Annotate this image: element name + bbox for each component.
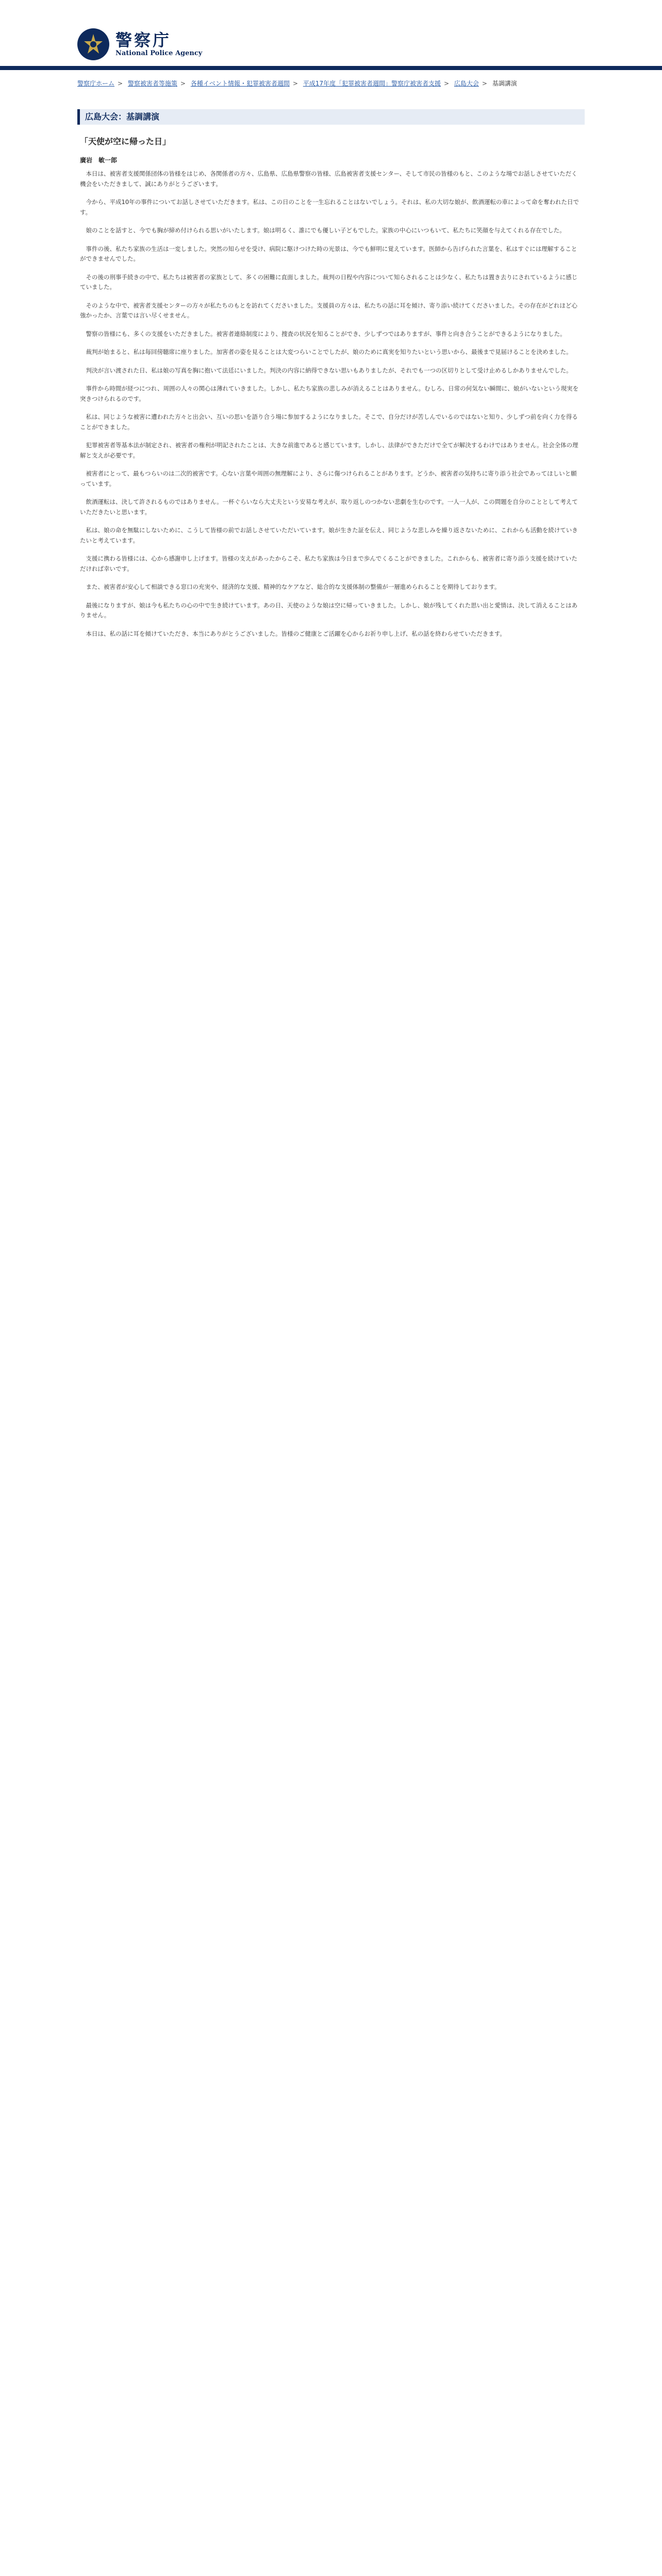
paragraph: 私は、同じような被害に遭われた方々と出会い、互いの思いを語り合う場に参加するようになりました。そこで、自分だけが苦しんでいるのではないと知り、少しずつ前を向く力を得ることができました。 [80, 413, 578, 431]
header-divider [0, 66, 662, 70]
logo-subtitle: National Police Agency [115, 49, 203, 57]
speaker-name: 廣岩 敏一郎 [80, 157, 118, 164]
paragraph: 事件から時間が経つにつれ、周囲の人々の関心は薄れていきました。しかし、私たち家族の悲しみが消えることはありません。むしろ、日常の何気ない瞬間に、娘がいないという現実を突きつけられるのです。 [80, 385, 579, 402]
breadcrumb-home[interactable]: 警察庁ホーム [77, 80, 115, 87]
paragraph: 裁判が始まると、私は毎回傍聴席に座りました。加害者の姿を見ることは大変つらいことでしたが、娘のために真実を知りたいという思いから、最後まで見届けることを決めました。 [86, 348, 572, 355]
breadcrumb-victim-policy[interactable]: 警察被害者等施策 [127, 80, 177, 87]
speech-body [80, 169, 583, 647]
paragraph: 本日は、私の話に耳を傾けていただき、本当にありがとうございました。皆様のご健康とご活躍を心からお祈り申し上げ、私の話を終わらせていただきます。 [86, 630, 506, 637]
paragraph: そのような中で、被害者支援センターの方々が私たちのもとを訪れてくださいました。支援員の方々は、私たちの話に耳を傾け、寄り添い続けてくださいました。その存在がどれほど心強かったか、言葉では言い尽くせません。 [80, 301, 577, 319]
paragraph: 本日は、被害者支援関係団体の皆様をはじめ、各関係者の方々、広島県、広島県警察の皆様、広島被害者支援センター、そして市民の皆様のもと、このような場でお話しさせていただく機会をいただきまして、誠にありがとうございます。 [80, 170, 577, 188]
paragraph: 支援に携わる皆様には、心から感謝申し上げます。皆様の支えがあったからこそ、私たち家族は今日まで歩んでくることができました。これからも、被害者に寄り添う支援を続けていただければ幸いです。 [80, 555, 577, 572]
page-title: 広島大会：基調講演 [77, 109, 585, 125]
paragraph: 犯罪被害者等基本法が制定され、被害者の権利が明記されたことは、大きな前進であると感じています。しかし、法律ができただけで全てが解決するわけではありません。社会全体の理解と支えが必要です。 [80, 442, 578, 459]
site-header [0, 0, 662, 67]
paragraph: 被害者にとって、最もつらいのは二次的被害です。心ない言葉や周囲の無理解により、さらに傷つけられることがあります。どうか、被害者の気持ちに寄り添う社会であってほしいと願っています。 [80, 470, 577, 487]
breadcrumb-current: 基調講演 [492, 80, 517, 87]
paragraph: 警察の皆様にも、多くの支援をいただきました。被害者連絡制度により、捜査の状況を知ることができ、少しずつではありますが、事件と向き合うことができるようになりました。 [86, 330, 566, 337]
paragraph: 娘のことを話すと、今でも胸が締め付けられる思いがいたします。娘は明るく、誰にでも優しい子どもでした。家族の中心にいつもいて、私たちに笑顔を与えてくれる存在でした。 [86, 227, 566, 234]
paragraph: 今から、平成10年の事件についてお話しさせていただきます。私は、この日のことを一生忘れることはないでしょう。それは、私の大切な娘が、飲酒運転の車によって命を奪われた日です。 [80, 198, 579, 216]
speech-title: 「天使が空に帰った日」 [80, 137, 171, 146]
logo-title: 警察庁 [115, 30, 172, 50]
site-logo[interactable] [77, 26, 232, 63]
paragraph: また、被害者が安心して相談できる窓口の充実や、経済的な支援、精神的なケアなど、総合的な支援体制の整備が一層進められることを期待しております。 [86, 583, 501, 590]
paragraph: 飲酒運転は、決して許されるものではありません。一杯ぐらいなら大丈夫という安易な考えが、取り返しのつかない悲劇を生むのです。一人一人が、この問題を自分のこととして考えていただきたいと思います。 [80, 498, 578, 516]
breadcrumb: 警察庁ホーム > 警察被害者等施策 > 各種イベント情報・犯罪被害者週間 > 平成17年度「犯罪被害者週間」警察庁被害者支援 > 広島大会 > 基調講演 [77, 80, 517, 87]
paragraph: その後の刑事手続きの中で、私たちは被害者の家族として、多くの困難に直面しました。裁判の日程や内容について知らされることは少なく、私たちは置き去りにされているように感じていました。 [80, 273, 578, 291]
paragraph: 最後になりますが、娘は今も私たちの心の中で生き続けています。あの日、天使のような娘は空に帰っていきました。しかし、娘が残してくれた思い出と愛情は、決して消えることはありません。 [80, 601, 578, 619]
police-emblem-icon [77, 28, 109, 60]
breadcrumb-events[interactable]: 各種イベント情報・犯罪被害者週間 [190, 80, 290, 87]
paragraph: 判決が言い渡された日、私は娘の写真を胸に抱いて法廷にいました。判決の内容に納得できない思いもありましたが、それでも一つの区切りとして受け止めるしかありませんでした。 [86, 366, 572, 374]
breadcrumb-hiroshima[interactable]: 広島大会 [454, 80, 479, 87]
paragraph: 事件の後、私たち家族の生活は一変しました。突然の知らせを受け、病院に駆けつけた時の光景は、今でも鮮明に覚えています。医師から告げられた言葉を、私はすぐには理解することができませんでした。 [80, 245, 577, 262]
breadcrumb-h17-week[interactable]: 平成17年度「犯罪被害者週間」警察庁被害者支援 [303, 80, 441, 87]
paragraph: 私は、娘の命を無駄にしないために、こうして皆様の前でお話しさせていただいています。娘が生きた証を伝え、同じような悲しみを繰り返さないために、これからも活動を続けていきたいと考えています。 [80, 527, 578, 544]
